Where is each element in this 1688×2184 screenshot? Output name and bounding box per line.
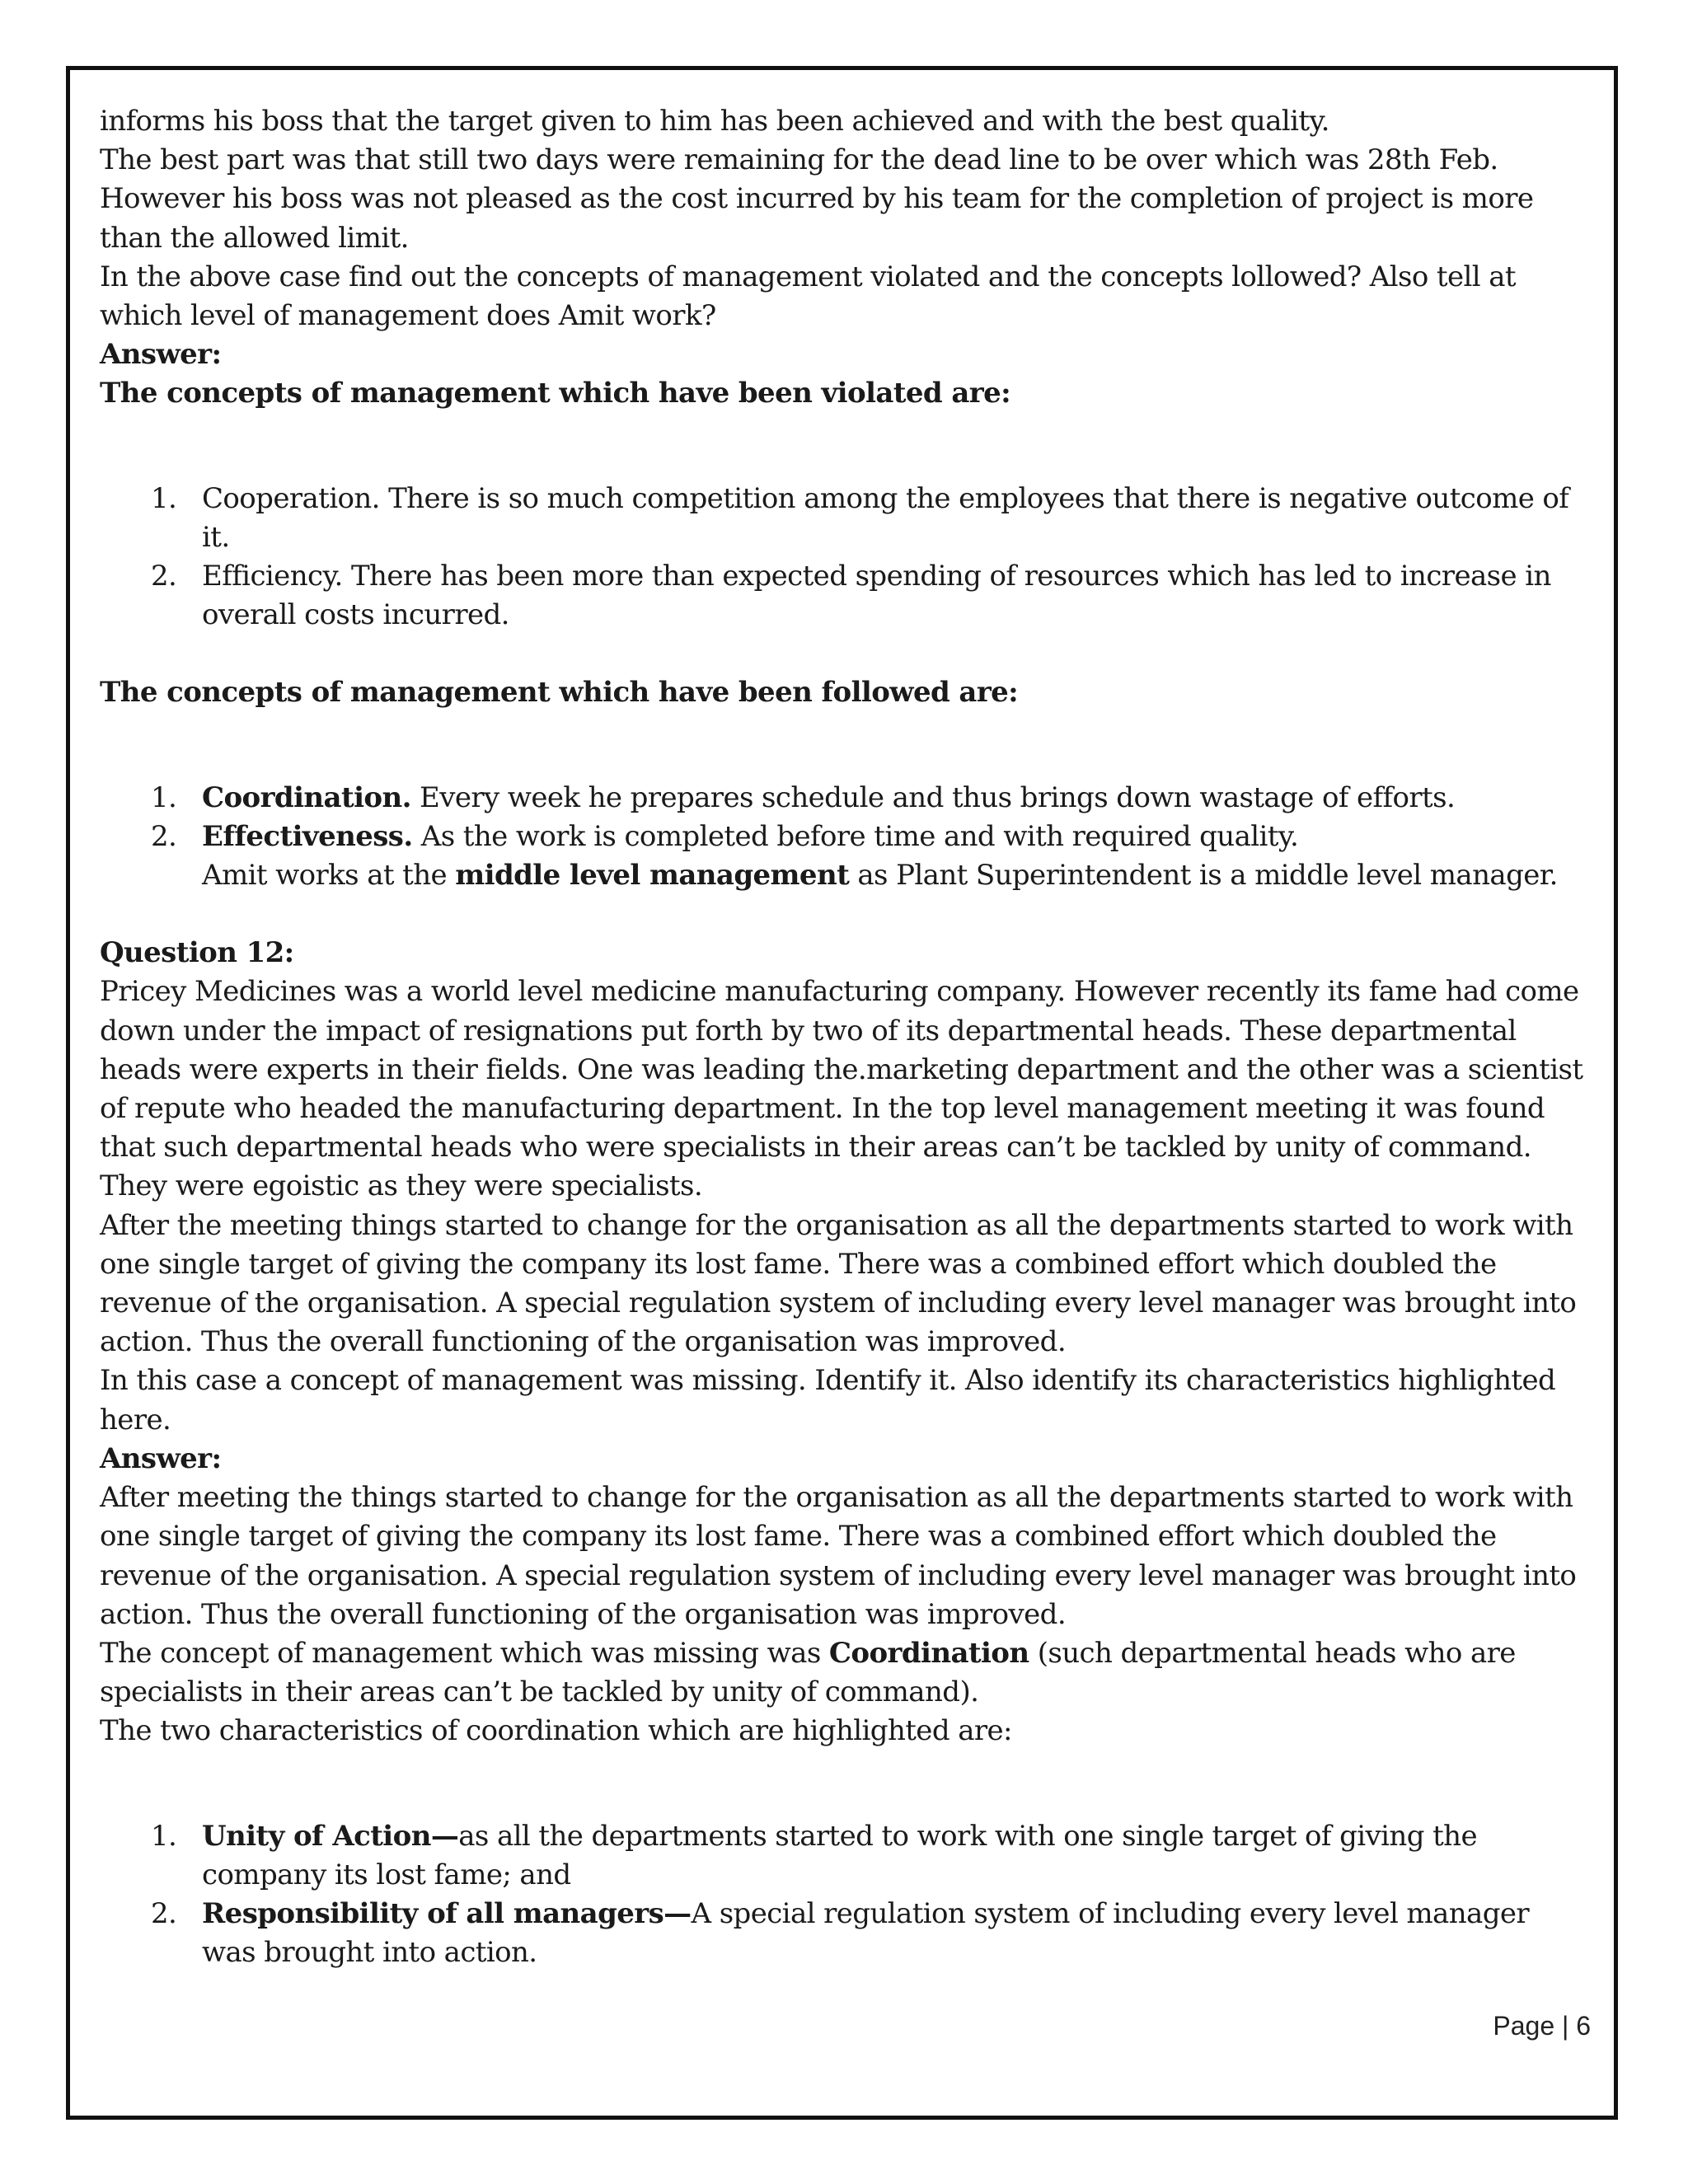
violated-list [100, 480, 1583, 635]
list-item: 1. Unity of Action—as all the departments started to work with one single target of giving the company its lost fame; and [151, 1819, 1477, 1891]
list-item: 1. Cooperation. There is so much competition among the employees that there is negative outcome of it. [151, 481, 1569, 554]
followed-list [100, 779, 1583, 856]
page-number: Page | 6 [1493, 2011, 1591, 2041]
intro-line-3: However his boss was not pleased as the cost incurred by his team for the completion of project is more than the allowed limit. [100, 182, 1534, 255]
question-12-paragraph-1: Pricey Medicines was a world level medicine manufacturing company. However recently its fame had come down under the impact of resignations put forth by two of its departmental heads. These departmental heads were experts in their fields. One was leading the.marketing department and the other was a scientist of repute who headed the manufacturing department. In the top level management meeting it was found that such departmental heads who were specialists in their areas can’t be tackled by unity of command. They were egoistic as they were specialists. [100, 975, 1583, 1203]
list-item: 2. Responsibility of all managers—A special regulation system of including every level manager was brought into action. [151, 1896, 1530, 1970]
missing-concept-statement: The concept of management which was missing was Coordination (such departmental heads who are specialists in their areas can’t be tackled by unity of command). [100, 1636, 1516, 1709]
list-item: 2. Effectiveness. As the work is completed before time and with required quality. [151, 819, 1299, 853]
followed-heading: The concepts of management which have been followed are: [100, 676, 1019, 710]
answer-label: Answer: [100, 338, 222, 372]
intro-line-2: The best part was that still two days were remaining for the dead line to be over which was 28th Feb. [100, 143, 1498, 177]
list-item: 1. Coordination. Every week he prepares schedule and thus brings down wastage of efforts. [151, 780, 1456, 814]
characteristics-intro: The two characteristics of coordination which are highlighted are: [100, 1714, 1012, 1748]
management-level-statement: Amit works at the middle level management as Plant Superintendent is a middle level manager. [202, 859, 1558, 893]
question-12-paragraph-2: After the meeting things started to change for the organisation as all the departments started to work with one single target of giving the company its lost fame. There was a combined effort which doubled the revenue of the organisation. A special regulation system of including every level manager was brought into action. Thus the overall functioning of the organisation was improved. [100, 1208, 1577, 1359]
answer-label: Answer: [100, 1441, 222, 1475]
intro-line-1: informs his boss that the target given to him has been achieved and with the best quality. [100, 105, 1329, 138]
question-12-heading: Question 12: [100, 936, 294, 970]
characteristics-list [100, 1817, 1583, 1973]
violated-heading: The concepts of management which have been violated are: [100, 377, 1011, 410]
question-12-paragraph-3: In this case a concept of management was missing. Identify it. Also identify its characteristics highlighted here. [100, 1364, 1556, 1436]
list-item: 2. Efficiency. There has been more than expected spending of resources which has led to increase in overall costs incurred. [151, 560, 1551, 632]
case-question: In the above case find out the concepts of management violated and the concepts lollowed? Also tell at which level of management does Amit work? [100, 260, 1516, 333]
document-body [100, 102, 1583, 1972]
answer-12-paragraph-1: After meeting the things started to change for the organisation as all the departments started to work with one single target of giving the company its lost fame. There was a combined effort which doubled the revenue of the organisation. A special regulation system of including every level manager was brought into action. Thus the overall functioning of the organisation was improved. [100, 1481, 1577, 1631]
